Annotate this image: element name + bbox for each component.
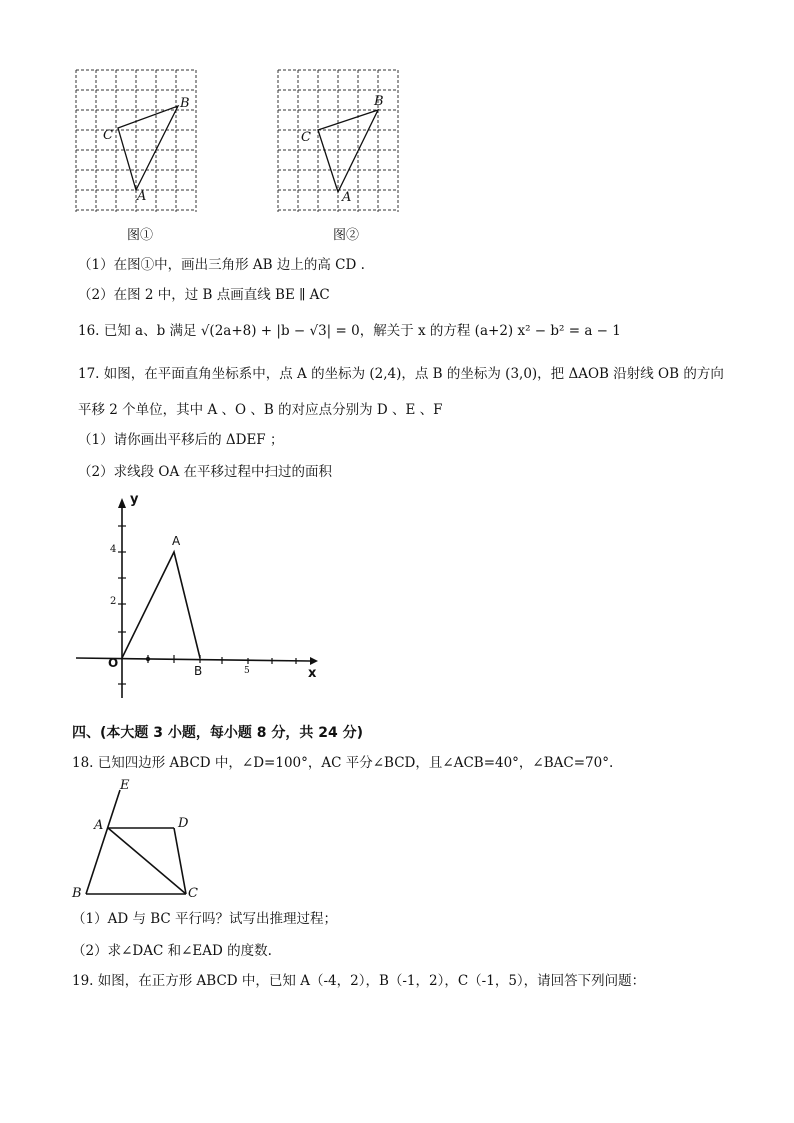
quadrilateral-figure: [68, 778, 208, 903]
graph-point-b-label: B: [194, 664, 203, 678]
q17-part1: （1）请你画出平移后的 ΔDEF ；: [78, 432, 284, 448]
q17-line2: 平移 2 个单位，其中 A 、O 、B 的对应点分别为 D 、E 、F: [78, 402, 443, 418]
q18-text: 18. 已知四边形 ABCD 中，∠D=100°，AC 平分∠BCD，且∠ACB=40°，∠BAC=70°.: [72, 755, 614, 771]
q17-line1: 17. 如图，在平面直角坐标系中，点 A 的坐标为 (2,4)，点 B 的坐标为 (3,0)，把 ΔAOB 沿射线 OB 的方向: [78, 366, 724, 382]
grid-figure-1-drawing: [70, 64, 200, 216]
graph-origin-label: O: [108, 656, 119, 670]
graph-tick-2: 2: [110, 596, 117, 607]
fig1-label-c: C: [103, 128, 113, 143]
grid-figure-1: [70, 64, 200, 216]
q18-part1: （1）AD 与 BC 平行吗？试写出推理过程；: [72, 911, 338, 927]
quad-label-d: D: [178, 816, 189, 831]
graph-point-a-label: A: [172, 534, 181, 548]
grid-figure-2-caption: 图②: [333, 228, 360, 243]
fig1-label-b: B: [180, 96, 190, 111]
section-4-heading: 四、(本大题 3 小题，每小题 8 分，共 24 分): [72, 725, 364, 741]
graph-y-label: y: [130, 492, 139, 507]
graph-x-label: x: [308, 666, 317, 681]
quad-label-b: B: [72, 886, 82, 901]
graph-tick-5: 5: [244, 666, 250, 676]
quad-label-a: A: [94, 818, 104, 833]
coordinate-graph: [72, 492, 322, 702]
grid-figure-2: [272, 64, 402, 216]
fig2-label-c: C: [301, 130, 311, 145]
quadrilateral-drawing: [68, 778, 208, 903]
graph-tick-4: 4: [110, 544, 117, 555]
quad-label-c: C: [188, 886, 198, 901]
fig2-label-b: B: [374, 94, 384, 109]
q15-part1: （1）在图①中，画出三角形 AB 边上的高 CD .: [78, 257, 365, 273]
fig2-label-a: A: [342, 190, 352, 205]
fig1-label-a: A: [137, 189, 147, 204]
grid-figure-1-caption: 图①: [127, 228, 154, 243]
q15-part2: （2）在图 2 中，过 B 点画直线 BE ∥ AC: [78, 287, 330, 303]
q18-part2: （2）求∠DAC 和∠EAD 的度数.: [72, 943, 272, 959]
q17-part2: （2）求线段 OA 在平移过程中扫过的面积: [78, 464, 332, 480]
grid-figure-2-drawing: [272, 64, 402, 216]
quad-label-e: E: [120, 778, 130, 793]
q19-text: 19. 如图，在正方形 ABCD 中，已知 A（-4，2），B（-1，2），C（-1，5），请回答下列问题：: [72, 973, 646, 989]
q16-text: 16. 已知 a、b 满足 √(2a+8) + |b − √3| = 0，解关于 x 的方程 (a+2) x² − b² = a − 1: [78, 323, 621, 339]
